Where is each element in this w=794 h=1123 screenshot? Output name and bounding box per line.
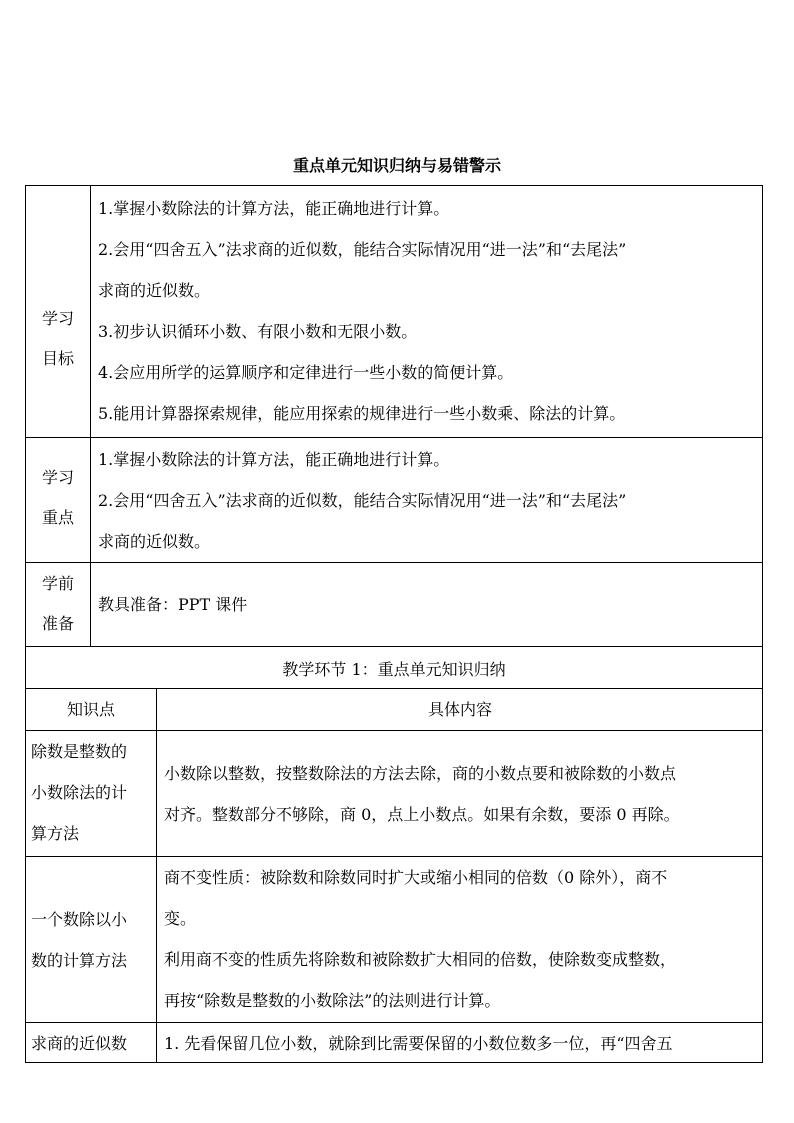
prep-label (26, 564, 90, 644)
row3-topic (26, 1023, 156, 1063)
content-line: 对齐。整数部分不够除，商 0，点上小数点。如果有余数，要添 0 再除。 (164, 805, 680, 824)
row1-content (158, 753, 762, 835)
topic-line: 求商的近似数 (31, 1034, 128, 1053)
topic-line: 数的计算方法 (31, 951, 128, 970)
row-divider (26, 562, 762, 563)
prep-label-line1: 学前 (41, 574, 74, 593)
focus-content (98, 439, 626, 562)
goal-line: 2.会用“四舍五入”法求商的近似数，能结合实际情况用“进一法”和“去尾法” (98, 240, 627, 259)
content-line: 小数除以整数，按整数除法的方法去除，商的小数点要和被除数的小数点 (164, 764, 677, 783)
column-divider (90, 186, 91, 646)
row2-topic (26, 899, 156, 981)
column-divider (156, 688, 157, 1063)
focus-label-line2: 重点 (41, 508, 74, 527)
focus-label-line1: 学习 (41, 468, 74, 487)
content-line: 再按“除数是整数的小数除法”的法则进行计算。 (164, 991, 501, 1010)
page-title: 重点单元知识归纳与易错警示 (292, 156, 501, 175)
focus-label (26, 458, 90, 538)
lesson-table (25, 185, 763, 1063)
goal-line: 5.能用计算器探索规律，能应用探索的规律进行一些小数乘、除法的计算。 (98, 404, 626, 423)
row1-topic (26, 731, 156, 854)
focus-line: 1.掌握小数除法的计算方法，能正确地进行计算。 (98, 450, 450, 469)
goal-line: 1.掌握小数除法的计算方法，能正确地进行计算。 (98, 199, 450, 218)
focus-line: 求商的近似数。 (98, 532, 211, 551)
content-line: 利用商不变的性质先将除数和被除数扩大相同的倍数，使除数变成整数， (164, 950, 677, 969)
goals-label (26, 299, 90, 379)
topic-line: 小数除法的计 (31, 783, 128, 802)
goal-line: 4.会应用所学的运算顺序和定律进行一些小数的简便计算。 (98, 363, 514, 382)
row-divider (26, 437, 762, 438)
focus-line: 2.会用“四舍五入”法求商的近似数，能结合实际情况用“进一法”和“去尾法” (98, 491, 627, 510)
content-line: 商不变性质：被除数和除数同时扩大或缩小相同的倍数（0 除外），商不 (164, 868, 668, 887)
content-line: 1. 先看保留几位小数，就除到比需要保留的小数位数多一位，再“四舍五 (164, 1034, 673, 1053)
goal-line: 求商的近似数。 (98, 281, 211, 300)
goals-content (98, 188, 626, 434)
topic-line: 算方法 (31, 824, 80, 843)
section-heading: 教学环节 1：重点单元知识归纳 (282, 660, 506, 679)
goals-label-line2: 目标 (41, 349, 74, 368)
content-line: 变。 (164, 909, 197, 928)
header-content: 具体内容 (427, 700, 492, 719)
topic-line: 除数是整数的 (31, 742, 128, 761)
prep-label-line2: 准备 (41, 614, 74, 633)
header-topic: 知识点 (66, 700, 115, 719)
row3-content (158, 1023, 762, 1063)
goal-line: 3.初步认识循环小数、有限小数和无限小数。 (98, 322, 418, 341)
prep-content: 教具准备：PPT 课件 (98, 595, 248, 614)
row2-content (158, 857, 762, 1021)
row-divider (26, 646, 762, 647)
topic-line: 一个数除以小 (31, 910, 128, 929)
goals-label-line1: 学习 (41, 309, 74, 328)
